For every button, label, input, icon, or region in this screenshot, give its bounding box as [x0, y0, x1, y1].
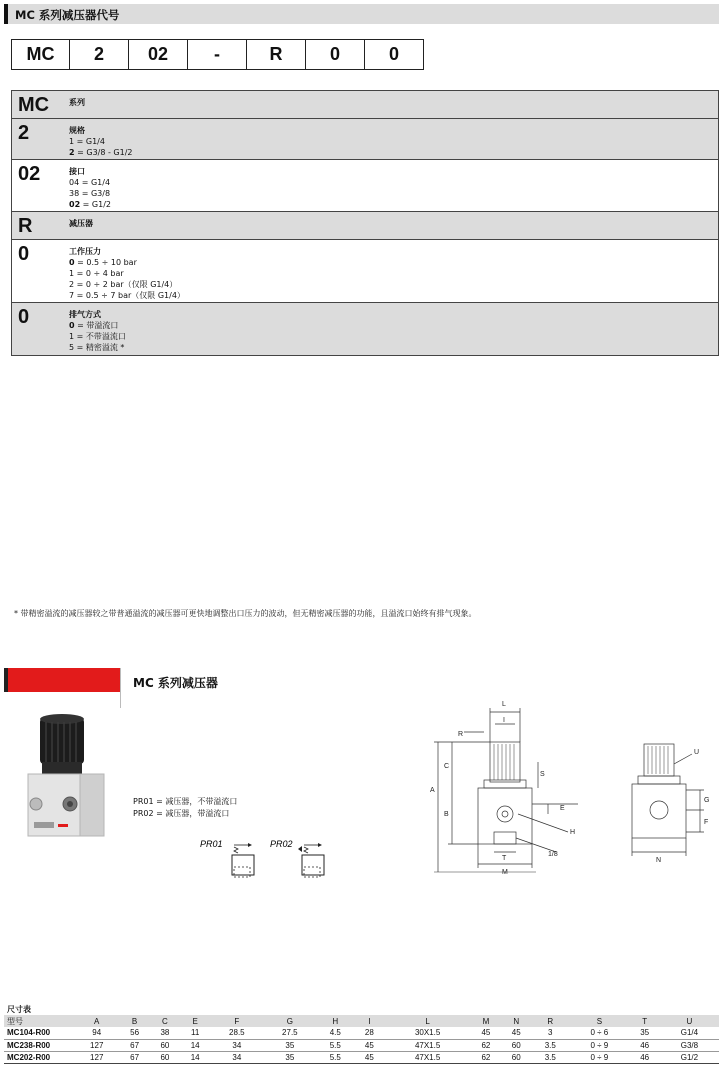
table-cell: 47X1.5: [384, 1039, 470, 1051]
column-header: N: [501, 1015, 531, 1027]
table-row: [4, 1027, 719, 1039]
definition-line: 02 = G1/2: [69, 200, 112, 209]
table-cell: 67: [119, 1051, 149, 1063]
column-header: U: [660, 1015, 719, 1027]
dim-label: S: [540, 771, 545, 778]
dim-label: B: [444, 811, 449, 818]
code-definitions-table: [11, 90, 719, 356]
table-cell: 28.5: [210, 1027, 263, 1039]
code-part: MC: [11, 39, 70, 70]
dim-label: H: [570, 829, 576, 836]
dim-label: F: [704, 819, 709, 826]
definition-code: R: [18, 215, 33, 237]
column-header: I: [354, 1015, 384, 1027]
table-cell: 3.5: [531, 1051, 569, 1063]
divider: [120, 668, 121, 708]
pr-line: PR01 = 减压器，不带溢流口: [133, 797, 238, 806]
table-cell: 35: [263, 1039, 316, 1051]
dim-label: R: [458, 731, 464, 738]
table-cell: G1/4: [660, 1027, 719, 1039]
dim-label: T: [502, 855, 507, 862]
definition-row: [12, 303, 718, 355]
definition-line: 7 = 0.5 ÷ 7 bar（仅限 G1/4）: [69, 291, 185, 300]
definition-line: 5 = 精密溢流 *: [69, 343, 125, 352]
definition-row: [12, 160, 718, 212]
product-title: MC 系列减压器: [133, 676, 218, 690]
table-cell: 62: [471, 1039, 501, 1051]
table-cell: 46: [630, 1051, 660, 1063]
code-part: 0: [365, 39, 424, 70]
table-cell: 11: [180, 1027, 210, 1039]
dim-label: I: [503, 717, 505, 724]
dim-label: L: [502, 701, 506, 708]
table-cell: 3.5: [531, 1039, 569, 1051]
definition-code: MC: [18, 94, 50, 116]
table-cell: MC238-R00: [4, 1039, 74, 1051]
column-header: 型号: [4, 1015, 74, 1027]
definition-row: [12, 212, 718, 240]
definition-line: 2 = G3/8 - G1/2: [69, 148, 133, 157]
table-cell: 5.5: [316, 1051, 354, 1063]
definition-row: [12, 240, 718, 303]
pneumatic-symbols: [198, 833, 338, 883]
dim-label: N: [656, 857, 662, 864]
column-header: S: [569, 1015, 629, 1027]
section-title: MC 系列减压器代号: [15, 8, 120, 22]
definition-line: 1 = 0 ÷ 4 bar: [69, 269, 124, 278]
definition-title: 排气方式: [69, 310, 101, 319]
table-cell: 28: [354, 1027, 384, 1039]
table-cell: 46: [630, 1039, 660, 1051]
definition-code: 0: [18, 243, 30, 265]
definition-title: 减压器: [69, 219, 93, 228]
definition-title: 接口: [69, 167, 85, 176]
table-cell: 0 ÷ 9: [569, 1051, 629, 1063]
dim-label: A: [430, 787, 435, 794]
dimension-table-caption: 尺寸表: [7, 1005, 31, 1014]
definition-line: 2 = 0 ÷ 2 bar（仅限 G1/4）: [69, 280, 178, 289]
table-cell: 14: [180, 1039, 210, 1051]
table-cell: MC104-R00: [4, 1027, 74, 1039]
table-row: [4, 1051, 719, 1063]
table-cell: 4.5: [316, 1027, 354, 1039]
column-header: E: [180, 1015, 210, 1027]
section-header: [4, 4, 719, 24]
table-cell: 62: [471, 1051, 501, 1063]
side-view-drawing: [618, 740, 718, 866]
product-image: [20, 712, 120, 840]
pr-legend: [133, 796, 237, 820]
column-header: T: [630, 1015, 660, 1027]
table-cell: 3: [531, 1027, 569, 1039]
table-cell: 27.5: [263, 1027, 316, 1039]
definition-code: 02: [18, 163, 41, 185]
column-header: G: [263, 1015, 316, 1027]
table-cell: 45: [501, 1027, 531, 1039]
table-cell: 14: [180, 1051, 210, 1063]
table-cell: 60: [501, 1039, 531, 1051]
column-header: R: [531, 1015, 569, 1027]
table-cell: 45: [354, 1051, 384, 1063]
definition-code: 0: [18, 306, 30, 328]
table-cell: 127: [74, 1039, 119, 1051]
definition-line: 1 = 不带溢流口: [69, 332, 126, 341]
symbol-label: PR02: [270, 839, 293, 849]
code-part: R: [247, 39, 306, 70]
table-cell: 30X1.5: [384, 1027, 470, 1039]
column-header: A: [74, 1015, 119, 1027]
table-cell: 94: [74, 1027, 119, 1039]
dim-label: M: [502, 869, 508, 876]
table-cell: 45: [471, 1027, 501, 1039]
dim-label: G: [704, 797, 710, 804]
table-cell: 45: [354, 1039, 384, 1051]
table-cell: 127: [74, 1051, 119, 1063]
table-cell: 56: [119, 1027, 149, 1039]
table-cell: G1/2: [660, 1051, 719, 1063]
dimension-table: [4, 1015, 719, 1064]
table-cell: 38: [150, 1027, 180, 1039]
symbol-label: PR01: [200, 839, 223, 849]
column-header: C: [150, 1015, 180, 1027]
table-cell: 67: [119, 1039, 149, 1051]
table-cell: 60: [501, 1051, 531, 1063]
definition-line: 38 = G3/8: [69, 189, 111, 198]
code-part: -: [188, 39, 247, 70]
table-cell: 34: [210, 1051, 263, 1063]
footnote: * 带精密溢流的减压器较之带普通溢流的减压器可更快地调整出口压力的波动，但无精密减压器的功能，且溢流口始终有排气现象。: [14, 609, 477, 618]
code-part: 0: [306, 39, 365, 70]
section-accent-bar: [4, 668, 120, 692]
definition-row: [12, 91, 718, 119]
table-cell: 60: [150, 1051, 180, 1063]
column-header: H: [316, 1015, 354, 1027]
definition-title: 工作压力: [69, 247, 101, 256]
table-cell: 60: [150, 1039, 180, 1051]
column-header: L: [384, 1015, 470, 1027]
definition-line: 0 = 0.5 ÷ 10 bar: [69, 258, 137, 267]
table-cell: 0 ÷ 9: [569, 1039, 629, 1051]
table-header-row: [4, 1015, 719, 1027]
front-view-drawing: [418, 692, 588, 878]
table-cell: 35: [263, 1051, 316, 1063]
dim-label: U: [694, 749, 700, 756]
section-accent-edge: [4, 668, 8, 692]
table-cell: 0 ÷ 6: [569, 1027, 629, 1039]
table-cell: 35: [630, 1027, 660, 1039]
definition-title: 规格: [69, 126, 85, 135]
table-cell: G3/8: [660, 1039, 719, 1051]
dim-label: E: [560, 805, 565, 812]
definition-line: 1 = G1/4: [69, 137, 105, 146]
table-row: [4, 1039, 719, 1051]
definition-row: [12, 119, 718, 160]
table-cell: 5.5: [316, 1039, 354, 1051]
pr-line: PR02 = 减压器，带溢流口: [133, 809, 230, 818]
column-header: M: [471, 1015, 501, 1027]
ordering-code: [11, 39, 424, 70]
definition-line: 0 = 带溢流口: [69, 321, 119, 330]
definition-title: 系列: [69, 98, 85, 107]
column-header: F: [210, 1015, 263, 1027]
definition-code: 2: [18, 122, 30, 144]
code-part: 2: [70, 39, 129, 70]
table-cell: 34: [210, 1039, 263, 1051]
table-cell: MC202-R00: [4, 1051, 74, 1063]
code-part: 02: [129, 39, 188, 70]
dim-label: C: [444, 763, 450, 770]
table-cell: 47X1.5: [384, 1051, 470, 1063]
dim-label: 1/8: [548, 851, 558, 858]
definition-line: 04 = G1/4: [69, 178, 111, 187]
column-header: B: [119, 1015, 149, 1027]
